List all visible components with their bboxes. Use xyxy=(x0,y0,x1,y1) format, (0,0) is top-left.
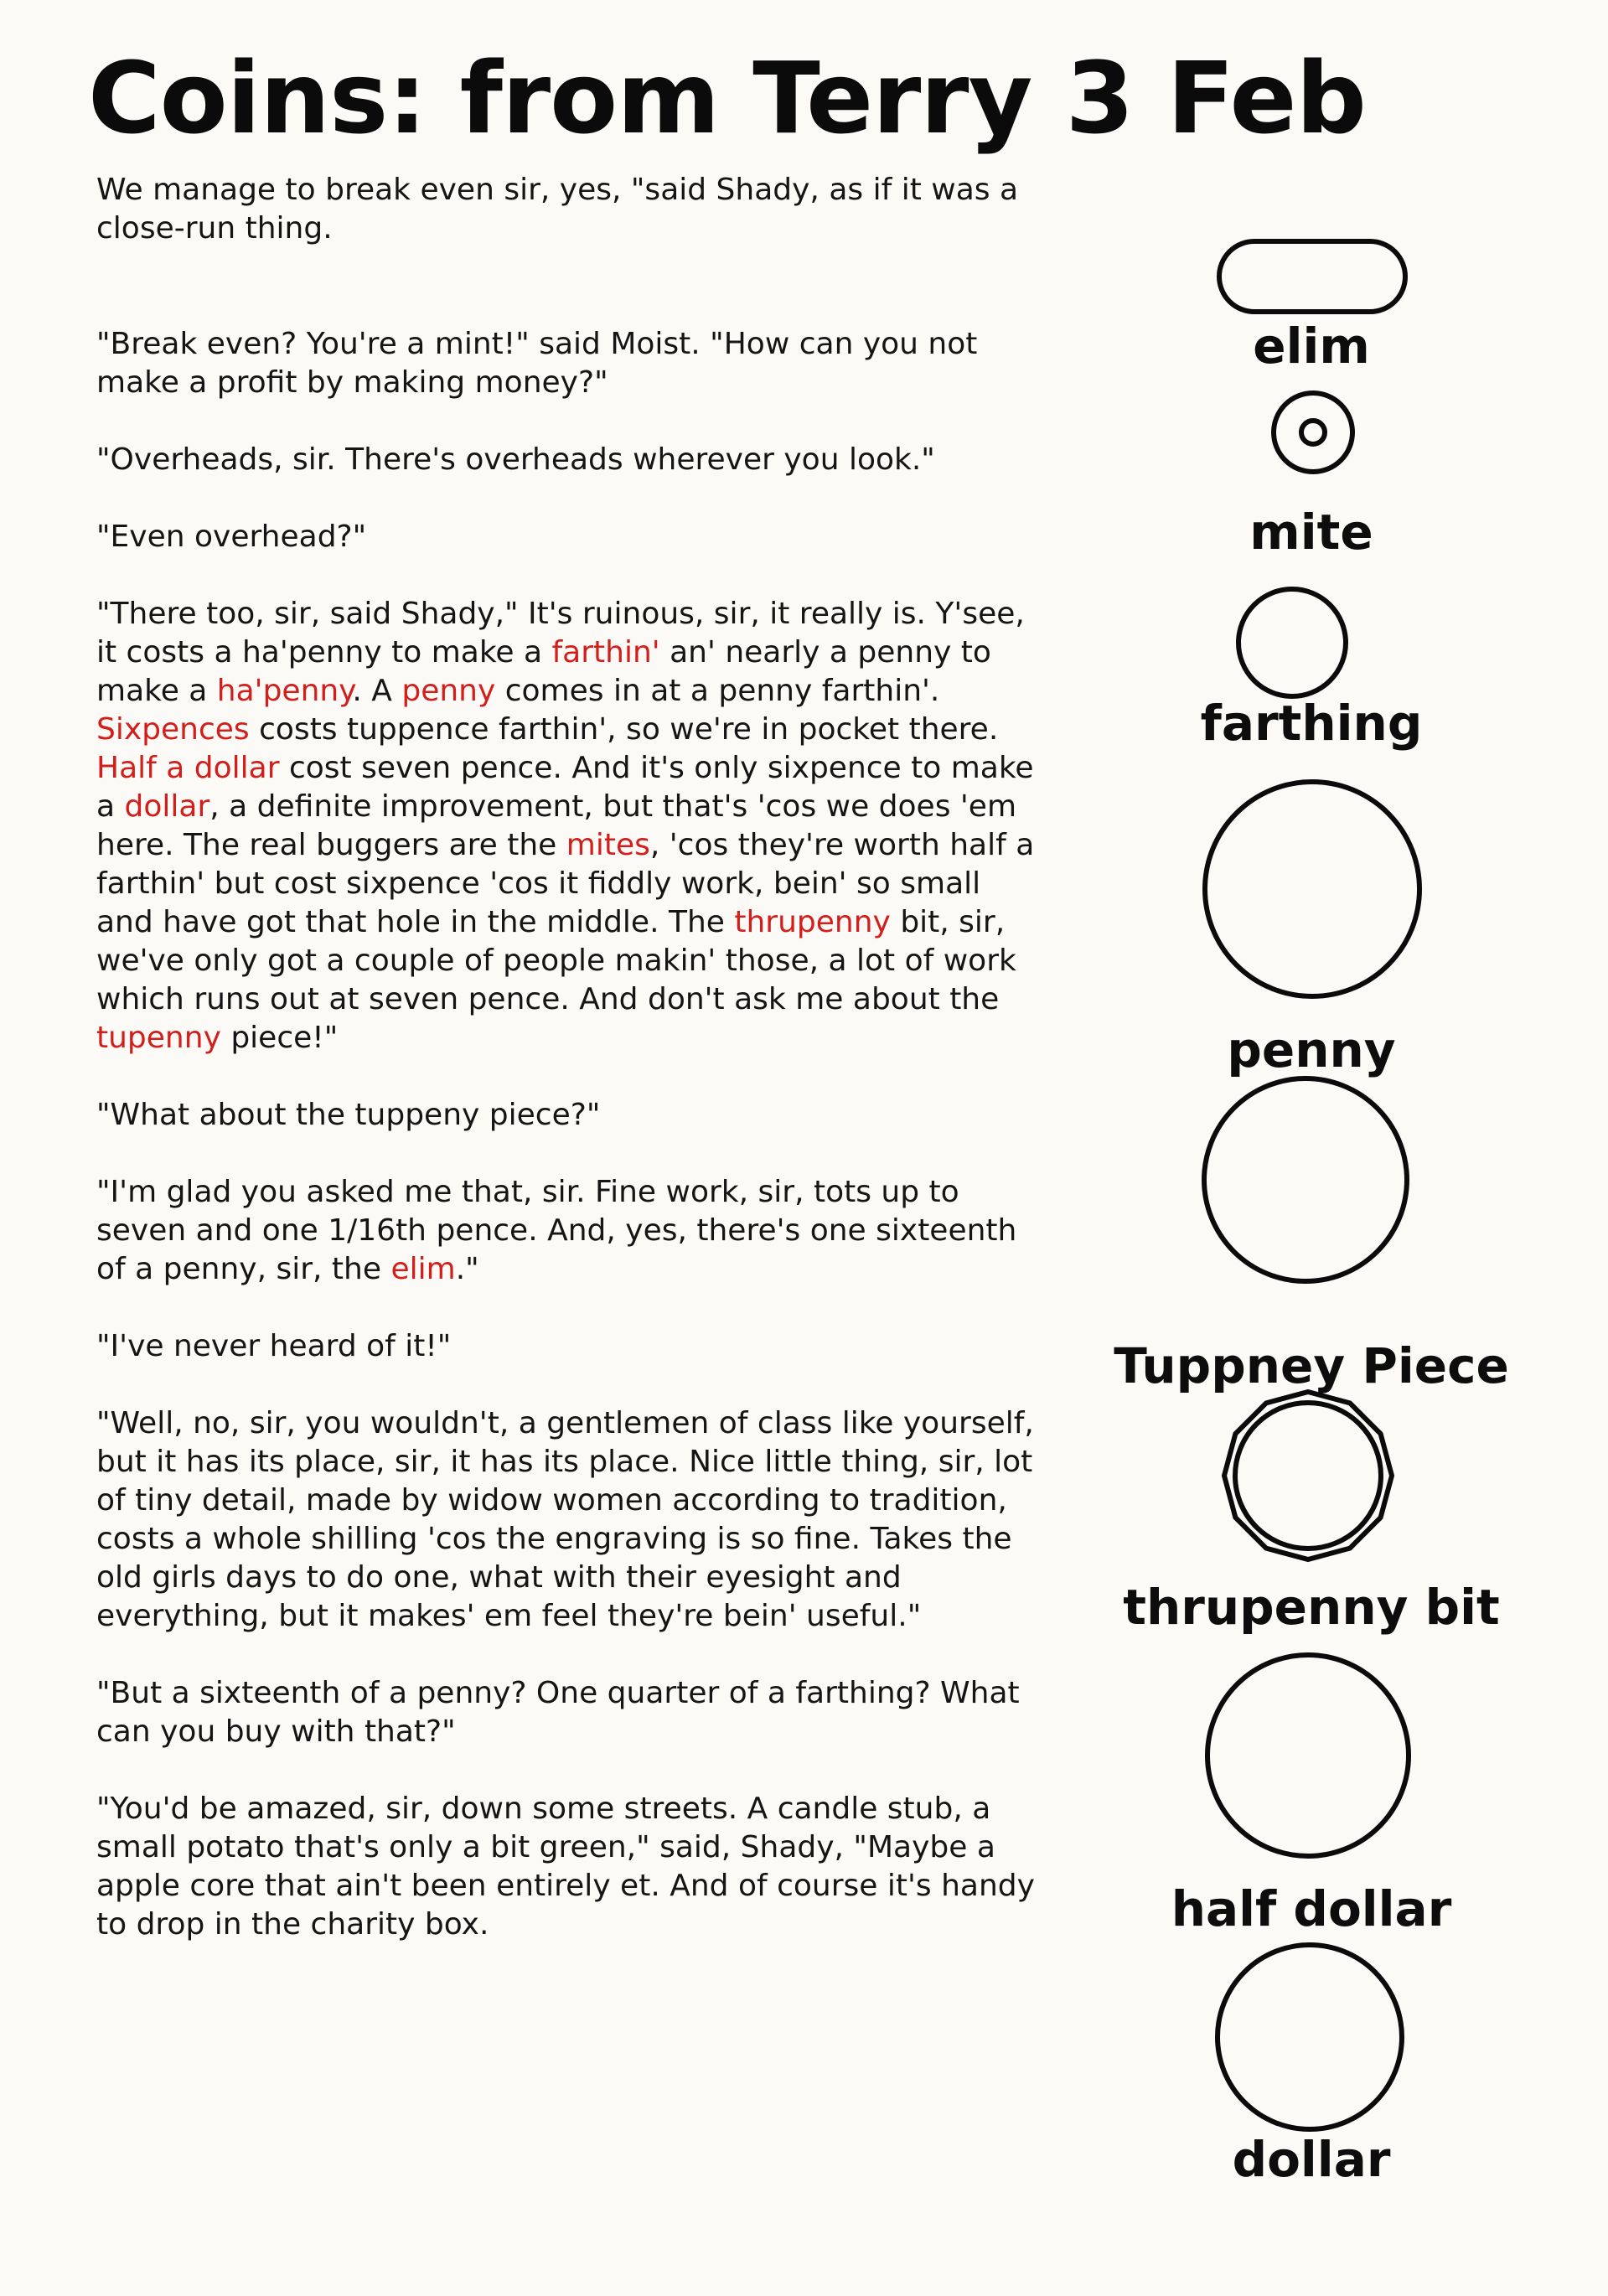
highlighted-coin-name: dollar xyxy=(124,789,210,824)
coin-label-thrupenny-bit: thrupenny bit xyxy=(1123,1579,1500,1636)
coin-label-penny: penny xyxy=(1227,1021,1396,1078)
highlighted-coin-name: Half a dollar xyxy=(96,751,280,785)
coin-label-half-dollar: half dollar xyxy=(1171,1880,1452,1937)
elim-coin-icon xyxy=(1219,241,1405,312)
story-text-run: "Break even? You're a mint!" said Moist. "How can you not make a profit by making money?" xyxy=(96,327,978,400)
story-text-run: cost seven pence. And it's only sixpence to make a xyxy=(96,751,1034,824)
coin-label-farthing: farthing xyxy=(1200,695,1423,752)
story-text-run: "I've never heard of it!" xyxy=(96,1329,452,1363)
highlighted-coin-name: tupenny xyxy=(96,1021,221,1055)
coin-label-elim: elim xyxy=(1253,318,1370,375)
story-text-run: "Well, no, sir, you wouldn't, a gentlemen of class like yourself, but it has its place, sir, it has its place. Nice little thing, sir, lot of tiny detail, made by widow women according to tradition, costs a whole shilling 'cos the engraving is so fine. Takes the old girls days to do one, what with their eyesight and everything, but it makes' em feel they're bein' useful." xyxy=(96,1406,1034,1633)
story-text-run: "Even overhead?" xyxy=(96,520,367,554)
story-text-run: ." xyxy=(455,1252,479,1286)
highlighted-coin-name: penny xyxy=(401,674,496,708)
tuppeny-piece-coin-icon xyxy=(1204,1078,1407,1281)
story-text-run: an' nearly a penny to make a xyxy=(96,635,991,708)
story-text-run: , 'cos they're worth half a farthin' but cost sixpence 'cos it fiddly work, bein' so small and have got that hole in the middle. The xyxy=(96,828,1035,939)
highlighted-coin-name: farthin' xyxy=(551,635,660,670)
thrupenny-bit-coin-icon xyxy=(1224,1392,1392,1559)
farthing-coin-icon xyxy=(1238,589,1346,696)
story-text-run: "What about the tuppeny piece?" xyxy=(96,1098,601,1132)
thrupenny-bit-edge-icon xyxy=(1224,1392,1392,1559)
story-text-run: "But a sixteenth of a penny? One quarter of a farthing? What can you buy with that?" xyxy=(96,1676,1020,1749)
story-text-run: "You'd be amazed, sir, down some streets. A candle stub, a small potato that's only a bit green," said, Shady, "Maybe a apple core that ain't been entirely et. And of course it's handy to drop in the charity box. xyxy=(96,1792,1035,1942)
half-dollar-coin-icon xyxy=(1207,1655,1409,1856)
story-text-run: "There too, sir, said Shady," It's ruinous, sir, it really is. Y'see, it costs a ha'penny to make a xyxy=(96,597,1025,670)
coin-label-mite: mite xyxy=(1249,504,1373,561)
highlighted-coin-name: elim xyxy=(390,1252,456,1286)
page-title: Coins: from Terry 3 Feb xyxy=(88,40,1367,156)
highlighted-coin-name: ha'penny xyxy=(216,674,353,708)
story-text-run: piece!" xyxy=(220,1021,339,1055)
dollar-coin-icon xyxy=(1218,1945,1402,2129)
coin-label-tuppeny-piece: Tuppney Piece xyxy=(1114,1337,1509,1394)
coin-label-dollar: dollar xyxy=(1232,2131,1391,2188)
mite-coin-icon xyxy=(1274,393,1352,472)
story-text-run: We manage to break even sir, yes, "said Shady, as if it was a close-run thing. xyxy=(96,173,1019,246)
highlighted-coin-name: thrupenny xyxy=(734,905,891,939)
highlighted-coin-name: Sixpences xyxy=(96,712,250,747)
penny-coin-icon xyxy=(1205,782,1419,996)
story-text-run: bit, sir, we've only got a couple of people makin' those, a lot of work which runs out at seven pence. And don't ask me about the xyxy=(96,905,1016,1016)
story-text-run: . A xyxy=(352,674,402,708)
story-text-run: costs tuppence farthin', so we're in pocket there. xyxy=(249,712,999,747)
story-text-run: "Overheads, sir. There's overheads wherever you look." xyxy=(96,442,935,477)
story-text-run: "I'm glad you asked me that, sir. Fine work, sir, tots up to seven and one 1/16th pence. And, yes, there's one sixteenth of a penny, sir, the xyxy=(96,1175,1017,1286)
story-text-run: comes in at a penny farthin'. xyxy=(495,674,940,708)
story-text-run: , a definite improvement, but that's 'cos we does 'em here. The real buggers are the xyxy=(96,789,1017,862)
highlighted-coin-name: mites xyxy=(566,828,650,862)
